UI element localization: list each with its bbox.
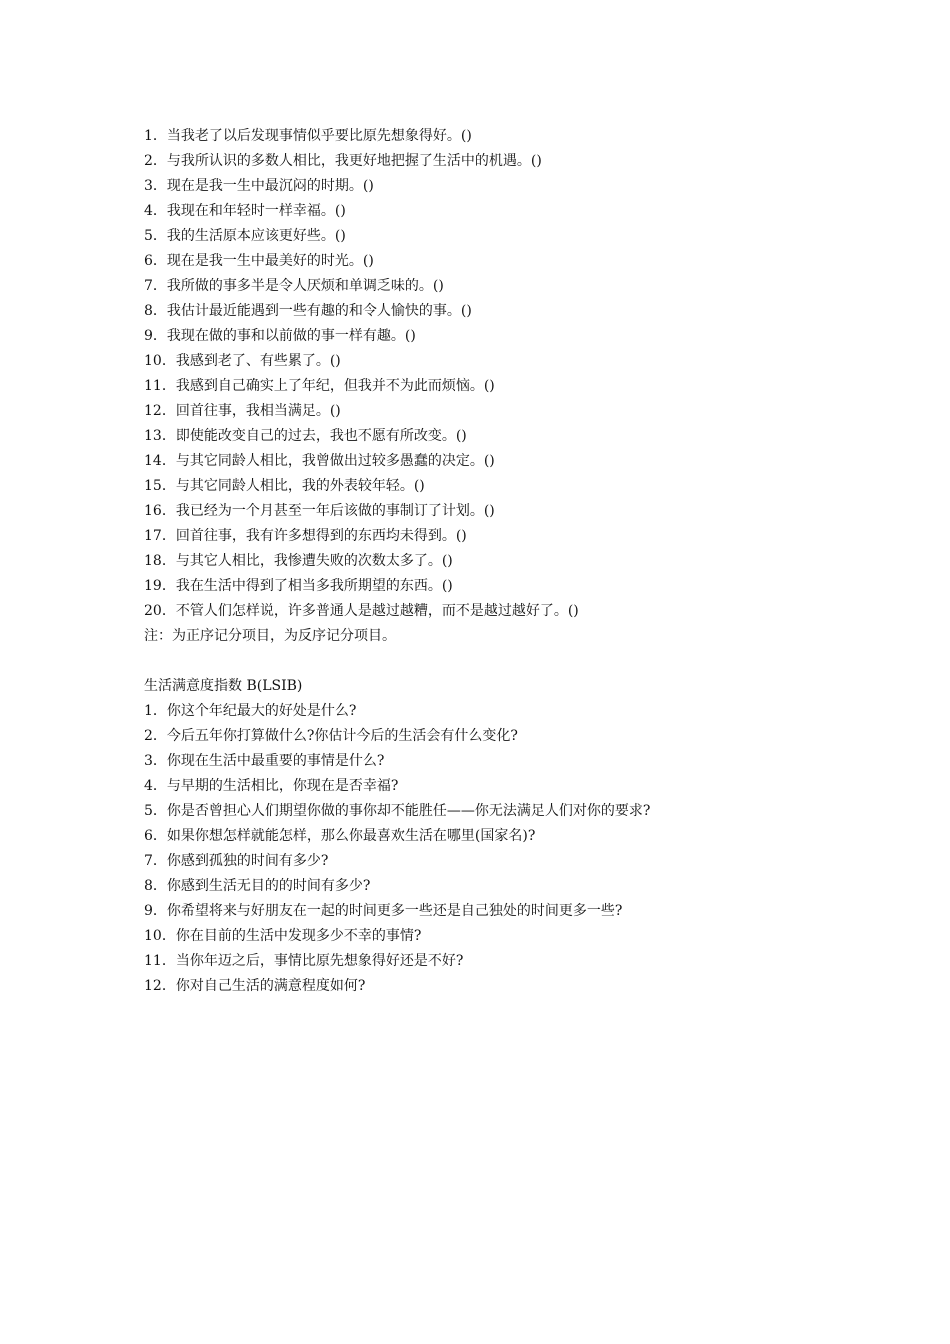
list-item: 3．你现在生活中最重要的事情是什么? [144,753,385,769]
list-item: 3．现在是我一生中最沉闷的时期。() [144,178,374,194]
list-item: 8．你感到生活无目的的时间有多少? [144,878,371,894]
list-item: 11．我感到自己确实上了年纪，但我并不为此而烦恼。() [144,378,495,394]
list-item: 10．我感到老了、有些累了。() [144,353,341,369]
list-item: 19．我在生活中得到了相当多我所期望的东西。() [144,578,453,594]
list-item: 5．我的生活原本应该更好些。() [144,228,346,244]
list-item: 13．即使能改变自己的过去，我也不愿有所改变。() [144,428,467,444]
list-item: 8．我估计最近能遇到一些有趣的和令人愉快的事。() [144,303,472,319]
list-item: 4．我现在和年轻时一样幸福。() [144,203,346,219]
list-item: 1．你这个年纪最大的好处是什么? [144,703,357,719]
section-b-title: 生活满意度指数 B(LSIB) [144,678,303,694]
list-item: 12．你对自己生活的满意程度如何? [144,978,366,994]
list-item: 15．与其它同龄人相比，我的外表较年轻。() [144,478,425,494]
document-body [144,124,844,999]
list-item: 7．我所做的事多半是令人厌烦和单调乏味的。() [144,278,444,294]
list-item: 12．回首往事，我相当满足。() [144,403,341,419]
list-item: 20．不管人们怎样说，许多普通人是越过越糟，而不是越过越好了。() [144,603,579,619]
scoring-note: 注：为正序记分项目，为反序记分项目。 [144,628,396,644]
list-item: 2．与我所认识的多数人相比，我更好地把握了生活中的机遇。() [144,153,542,169]
list-item: 6．现在是我一生中最美好的时光。() [144,253,374,269]
list-item: 16．我已经为一个月甚至一年后该做的事制订了计划。() [144,503,495,519]
list-item: 9．我现在做的事和以前做的事一样有趣。() [144,328,416,344]
list-item: 10．你在目前的生活中发现多少不幸的事情? [144,928,422,944]
list-item: 4．与早期的生活相比，你现在是否幸福? [144,778,399,794]
list-item: 5．你是否曾担心人们期望你做的事你却不能胜任——你无法满足人们对你的要求? [144,803,651,819]
list-item: 17．回首往事，我有许多想得到的东西均未得到。() [144,528,467,544]
list-item: 14．与其它同龄人相比，我曾做出过较多愚蠢的决定。() [144,453,495,469]
section-a-item-list [144,124,844,624]
section-b-question-list [144,699,844,999]
section-spacer [144,649,844,674]
list-item: 6．如果你想怎样就能怎样，那么你最喜欢生活在哪里(国家名)? [144,828,536,844]
list-item: 2．今后五年你打算做什么?你估计今后的生活会有什么变化? [144,728,518,744]
list-item: 18．与其它人相比，我惨遭失败的次数太多了。() [144,553,453,569]
list-item: 9．你希望将来与好朋友在一起的时间更多一些还是自己独处的时间更多一些? [144,903,623,919]
list-item: 11．当你年迈之后，事情比原先想象得好还是不好? [144,953,464,969]
list-item: 7．你感到孤独的时间有多少? [144,853,329,869]
list-item: 1．当我老了以后发现事情似乎要比原先想象得好。() [144,128,472,144]
